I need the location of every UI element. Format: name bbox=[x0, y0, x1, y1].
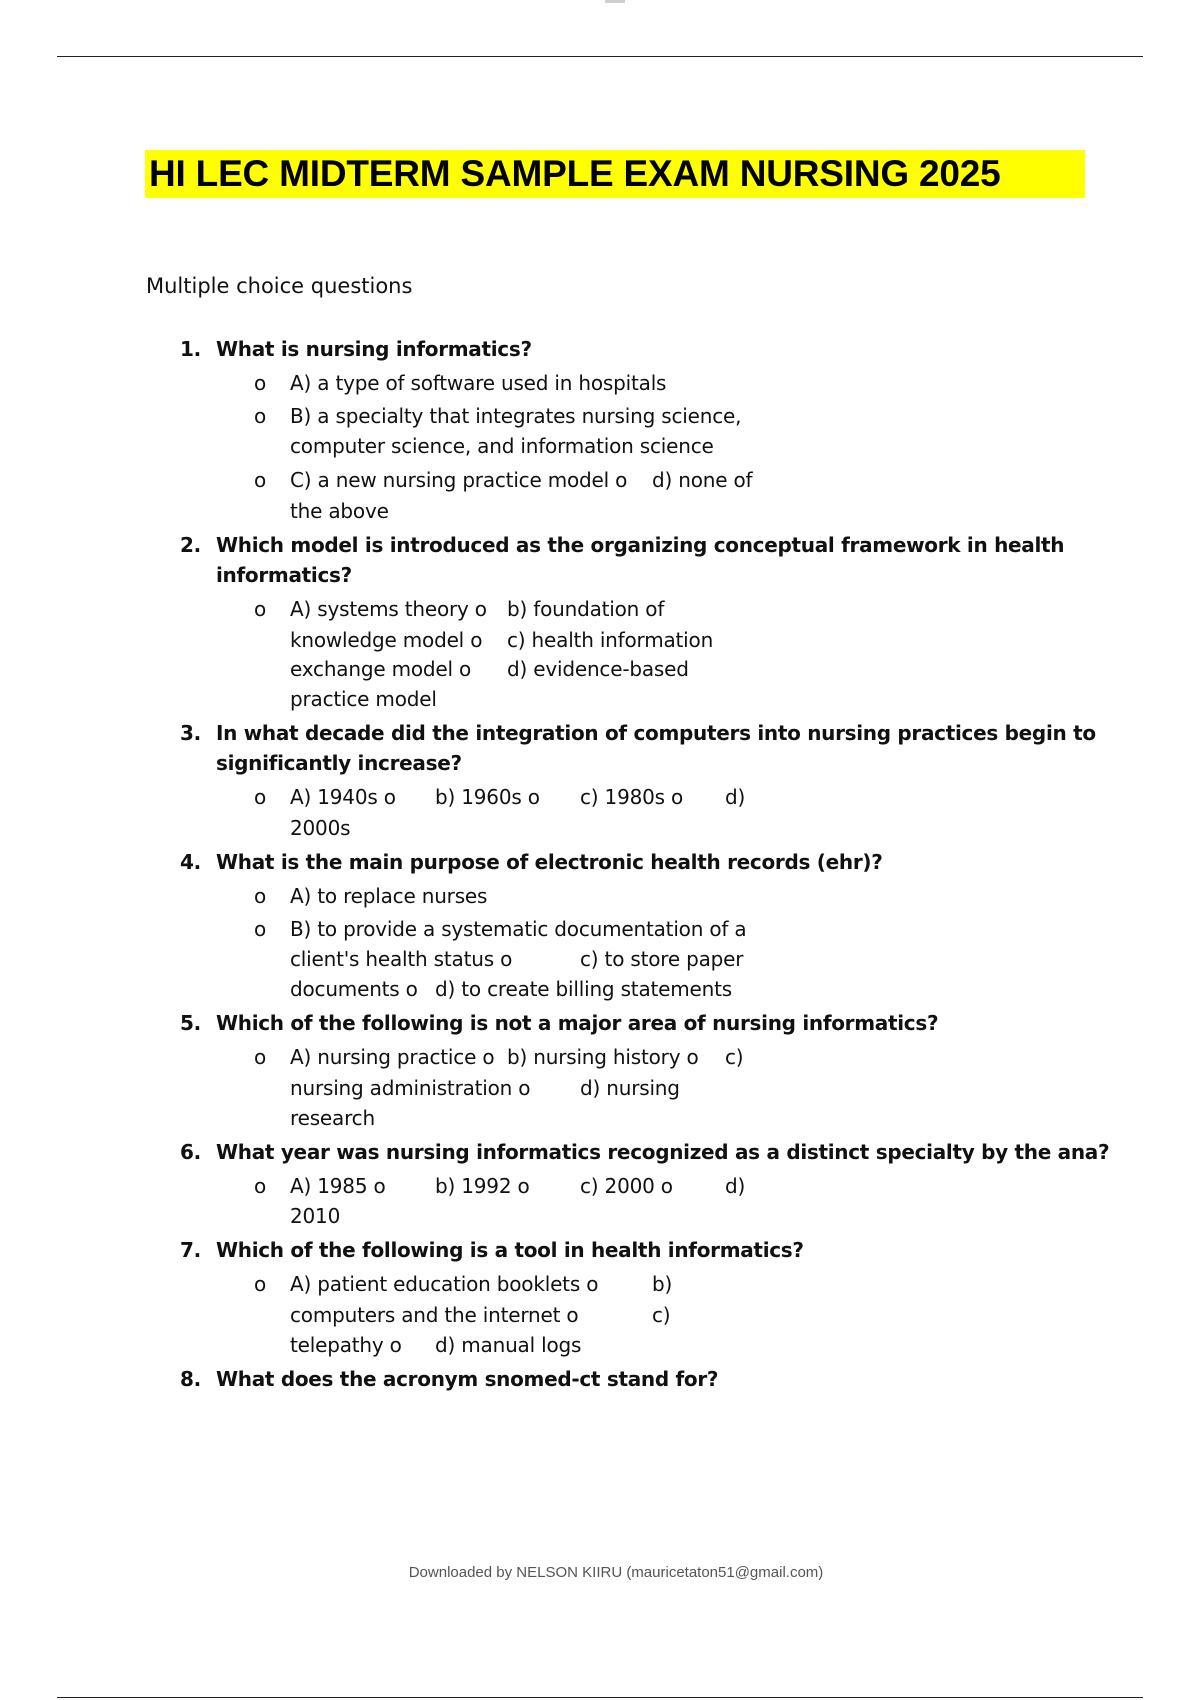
option-line: d) bbox=[725, 1174, 746, 1198]
question-number: 6. bbox=[180, 1140, 201, 1164]
option-line: A) nursing practice o bbox=[290, 1045, 495, 1069]
option-line: the above bbox=[290, 499, 389, 523]
question-number: 2. bbox=[180, 533, 201, 557]
option-line: c) to store paper bbox=[580, 947, 744, 971]
option-line: nursing administration o bbox=[290, 1076, 531, 1100]
option-line: d) to create billing statements bbox=[435, 977, 732, 1001]
question-text: Which of the following is a tool in health informatics? bbox=[216, 1238, 804, 1262]
option-line: knowledge model o bbox=[290, 628, 483, 652]
page-title: HI LEC MIDTERM SAMPLE EXAM NURSING 2025 bbox=[149, 153, 1001, 194]
question-number: 3. bbox=[180, 721, 201, 745]
section-subtitle: Multiple choice questions bbox=[146, 274, 413, 298]
option-line: A) systems theory o bbox=[290, 597, 487, 621]
bullet-icon: o bbox=[254, 785, 267, 809]
question-number: 7. bbox=[180, 1238, 201, 1262]
bullet-icon: o bbox=[254, 597, 267, 621]
option-line: b) bbox=[652, 1272, 673, 1296]
question-text: significantly increase? bbox=[216, 751, 462, 775]
option-line: practice model bbox=[290, 687, 437, 711]
footer-rule bbox=[57, 1697, 1143, 1698]
option-line: c) bbox=[725, 1045, 744, 1069]
bullet-icon: o bbox=[254, 371, 267, 395]
option-line: A) 1985 o bbox=[290, 1174, 386, 1198]
bullet-icon: o bbox=[254, 1272, 267, 1296]
option-line: b) nursing history o bbox=[507, 1045, 699, 1069]
question-text: What is nursing informatics? bbox=[216, 337, 532, 361]
question-text: What is the main purpose of electronic health records (ehr)? bbox=[216, 850, 883, 874]
option-line: c) health information bbox=[507, 628, 714, 652]
option-line: b) 1992 o bbox=[435, 1174, 530, 1198]
download-footer: Downloaded by NELSON KIIRU (mauricetaton51@gmail.com) bbox=[408, 1564, 824, 1581]
bullet-icon: o bbox=[254, 1045, 267, 1069]
header-rule bbox=[57, 56, 1143, 57]
option-line: b) foundation of bbox=[507, 597, 665, 621]
option-line: A) 1940s o bbox=[290, 785, 396, 809]
question-number: 4. bbox=[180, 850, 201, 874]
option-line: exchange model o bbox=[290, 657, 472, 681]
option-line: d) nursing bbox=[580, 1076, 680, 1100]
option-line: c) 1980s o bbox=[580, 785, 684, 809]
bullet-icon: o bbox=[254, 884, 267, 908]
option-line: research bbox=[290, 1106, 375, 1130]
option-line: d) bbox=[725, 785, 746, 809]
question-text: informatics? bbox=[216, 563, 352, 587]
option-line: telepathy o bbox=[290, 1333, 402, 1357]
bullet-icon: o bbox=[254, 404, 267, 428]
option-line: client's health status o bbox=[290, 947, 513, 971]
option-line: b) 1960s o bbox=[435, 785, 540, 809]
question-text: Which model is introduced as the organizing conceptual framework in health bbox=[216, 533, 1065, 557]
option-line: C) a new nursing practice model o bbox=[290, 468, 628, 492]
option-line: B) a specialty that integrates nursing science, bbox=[290, 404, 742, 428]
question-text: Which of the following is not a major area of nursing informatics? bbox=[216, 1011, 939, 1035]
bullet-icon: o bbox=[254, 468, 267, 492]
option-line: c) 2000 o bbox=[580, 1174, 673, 1198]
option-line: 2000s bbox=[290, 816, 351, 840]
page-top-mark bbox=[605, 0, 625, 3]
option-line: documents o bbox=[290, 977, 418, 1001]
option-line: d) evidence-based bbox=[507, 657, 689, 681]
option-line: B) to provide a systematic documentation of a bbox=[290, 917, 747, 941]
option-line: A) a type of software used in hospitals bbox=[290, 371, 667, 395]
option-line: d) manual logs bbox=[435, 1333, 582, 1357]
option-line: computers and the internet o bbox=[290, 1303, 579, 1327]
question-text: What does the acronym snomed-ct stand for? bbox=[216, 1367, 719, 1391]
option-line: d) none of bbox=[652, 468, 753, 492]
option-line: computer science, and information science bbox=[290, 434, 714, 458]
option-line: 2010 bbox=[290, 1204, 341, 1228]
question-number: 1. bbox=[180, 337, 201, 361]
option-line: A) to replace nurses bbox=[290, 884, 488, 908]
question-number: 8. bbox=[180, 1367, 201, 1391]
bullet-icon: o bbox=[254, 917, 267, 941]
question-text: In what decade did the integration of computers into nursing practices begin to bbox=[216, 721, 1096, 745]
bullet-icon: o bbox=[254, 1174, 267, 1198]
question-text: What year was nursing informatics recognized as a distinct specialty by the ana? bbox=[216, 1140, 1110, 1164]
question-number: 5. bbox=[180, 1011, 201, 1035]
option-line: c) bbox=[652, 1303, 671, 1327]
option-line: A) patient education booklets o bbox=[290, 1272, 599, 1296]
